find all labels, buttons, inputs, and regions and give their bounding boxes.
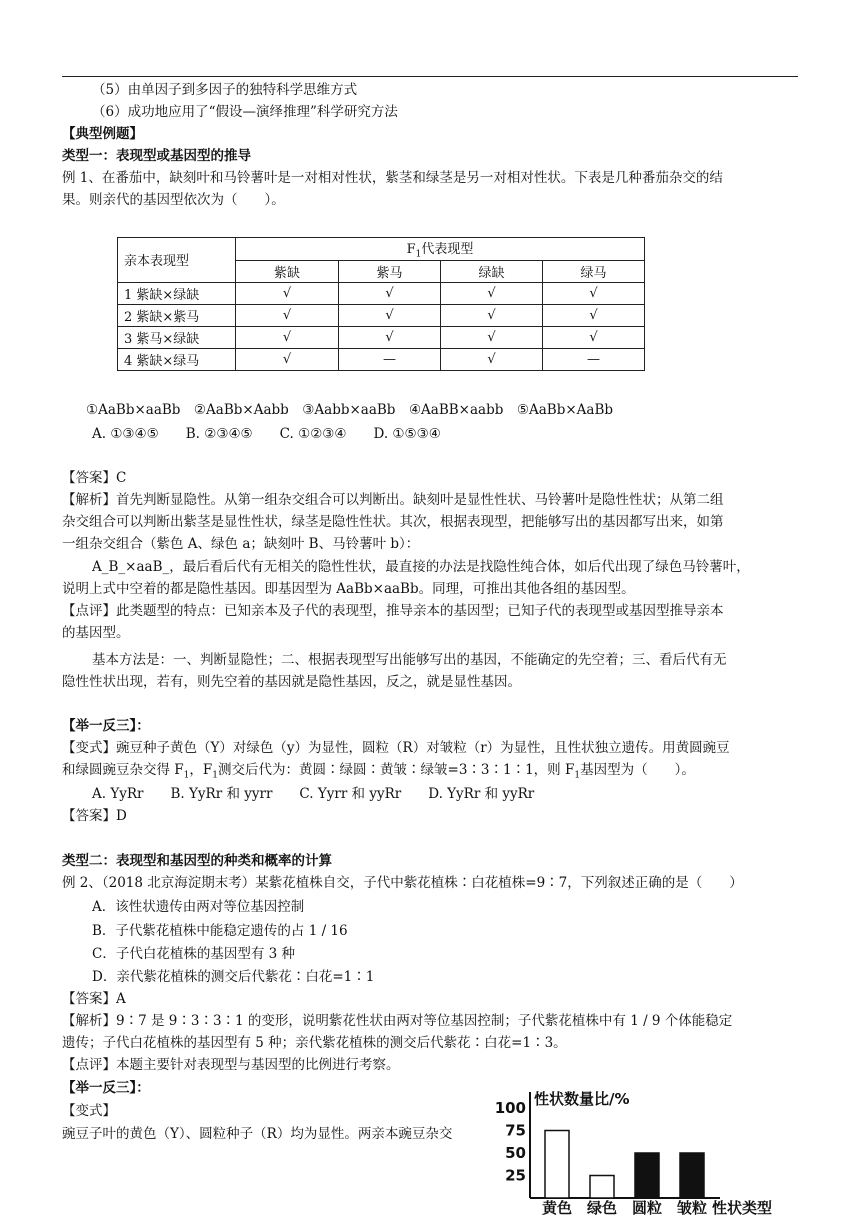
bar [545, 1131, 569, 1199]
table-row [118, 348, 645, 370]
table-cell: √ [236, 326, 339, 348]
y-tick-label: 50 [505, 1144, 526, 1162]
genotype-choices: ①AaBb×aaBb ②AaBb×Aabb ③Aabb×aaBb ④AaBB×aabb ⑤AaBb×AaBb [86, 402, 614, 418]
header-rule [62, 76, 798, 77]
table-cell: √ [543, 326, 645, 348]
method-line: 隐性性状出现，若有，则先空着的基因就是隐性基因，反之，就是显性基因。 [62, 674, 521, 690]
y-axis-label: 性状数量比/% [534, 1090, 630, 1108]
table-cell: √ [543, 304, 645, 326]
analysis-line: 【解析】首先判断显隐性。从第一组杂交组合可以判断出。缺刻叶是显性性状、马铃薯叶是隐性性状；从第二组 [62, 492, 724, 508]
example2-answer: 【答案】A [62, 991, 126, 1007]
table-col-header: 紫马 [339, 260, 441, 282]
y-tick-label: 100 [494, 1099, 526, 1117]
bar [590, 1176, 614, 1199]
variant2-text: 豌豆子叶的黄色（Y）、圆粒种子（R）均为显性。两亲本豌豆杂交 [62, 1126, 453, 1142]
table-row [118, 282, 645, 304]
cross-results-table [117, 237, 645, 371]
analysis-line: 杂交组合可以判断出紫茎是显性性状，绿茎是隐性性状。其次，根据表现型，把能够写出的基因都写出来，如第 [62, 514, 724, 530]
x-tick-label: 绿色 [586, 1199, 618, 1216]
table-cell: √ [236, 348, 339, 370]
method-line: 基本方法是：一、判断显隐性；二、根据表现型写出能够写出的基因，不能确定的先空着；三、看后代有无 [92, 652, 727, 668]
table-cell: √ [543, 282, 645, 304]
row-label: 1 紫缺×绿缺 [118, 282, 236, 304]
table-row [118, 304, 645, 326]
analysis-line: A_B_×aaB_，最后看后代有无相关的隐性性状，最直接的办法是找隐性纯合体，如后代出现了绿色马铃薯叶， [92, 559, 750, 575]
table-col-header: 绿马 [543, 260, 645, 282]
comment-line: 【点评】本题主要针对表现型与基因型的比例进行考察。 [62, 1057, 400, 1073]
bar [680, 1153, 704, 1198]
y-tick-label: 75 [505, 1121, 526, 1140]
example2-option-b: B．子代紫花植株中能稳定遗传的占 1 / 16 [92, 923, 348, 939]
table-cell: √ [441, 282, 543, 304]
table-cell: √ [236, 304, 339, 326]
row-label: 2 紫缺×紫马 [118, 304, 236, 326]
row-label: 4 紫缺×绿马 [118, 348, 236, 370]
x-tick-label: 圆粒 [631, 1199, 663, 1216]
table-cell: √ [339, 326, 441, 348]
table-cell: √ [339, 304, 441, 326]
x-tick-label: 皱粒 [676, 1199, 708, 1216]
row-label: 3 紫马×绿缺 [118, 326, 236, 348]
table-header-f1: $F_1$代表现型 [236, 238, 645, 261]
variant2-tag: 【变式】 [62, 1103, 116, 1119]
table-row [118, 326, 645, 348]
variant1-answer: 【答案】D [62, 808, 127, 824]
variant1-line2: 和绿圆豌豆杂交得 $F_1$，$F_1$测交后代为：黄圆∶绿圆∶黄皱∶绿皱=3∶3∶1∶1，则 $F_1$基因型为（ ）。 [62, 762, 695, 781]
table-cell: √ [441, 326, 543, 348]
table-col-header: 绿缺 [441, 260, 543, 282]
example1-answer: 【答案】C [62, 470, 127, 486]
type1-title: 类型一：表现型或基因型的推导 [62, 148, 251, 164]
x-tick-label: 黄色 [541, 1199, 573, 1216]
type2-title: 类型二：表现型和基因型的种类和概率的计算 [62, 853, 332, 869]
example1-line1: 例 1、在番茄中，缺刻叶和马铃薯叶是一对相对性状，紫茎和绿茎是另一对相对性状。下表是几种番茄杂交的结 [62, 170, 723, 186]
table-cell: √ [339, 282, 441, 304]
practice2-title: 【举一反三】： [62, 1080, 150, 1096]
comment-line: 【点评】此类题型的特点：已知亲本及子代的表现型，推导亲本的基因型；已知子代的表现型或基因型推导亲本 [62, 603, 724, 619]
practice1-title: 【举一反三】： [62, 718, 150, 734]
intro-line-6: （6）成功地应用了“假设—演绎推理”科学研究方法 [92, 104, 398, 120]
comment-line: 的基因型。 [62, 625, 130, 641]
y-tick-label: 25 [505, 1166, 526, 1185]
analysis-line: 【解析】9∶7 是 9∶3∶3∶1 的变形，说明紫花性状由两对等位基因控制；子代紫花植株中有 1 / 9 个体能稳定 [62, 1013, 733, 1029]
table-cell: — [543, 348, 645, 370]
variant1-options: A. YyRr B. YyRr 和 yyrr C. Yyrr 和 yyRr D. YyRr 和 yyRr [92, 786, 535, 802]
table-cell: — [339, 348, 441, 370]
x-axis-label: 性状类型 [712, 1199, 773, 1216]
variant1-line1: 【变式】豌豆种子黄色（Y）对绿色（y）为显性，圆粒（R）对皱粒（r）为显性，且性状独立遗传。用黄圆豌豆 [62, 740, 730, 756]
table-col-header: 紫缺 [236, 260, 339, 282]
example1-line2: 果。则亲代的基因型依次为（ ）。 [62, 192, 285, 208]
example2-option-d: D．亲代紫花植株的测交后代紫花∶白花=1∶1 [92, 969, 375, 985]
intro-line-5: （5）由单因子到多因子的独特科学思维方式 [92, 82, 358, 98]
trait-ratio-bar-chart [490, 1080, 860, 1216]
example2-question: 例 2、（2018 北京海淀期末考）某紫花植株自交，子代中紫花植株∶白花植株=9∶7，下列叙述正确的是（ ） [62, 875, 743, 891]
section-title: 【典型例题】 [62, 126, 143, 142]
analysis-line: 说明上式中空着的都是隐性基因。即基因型为 AaBb×aaBb。同理，可推出其他各组的基因型。 [62, 581, 635, 597]
table-cell: √ [441, 348, 543, 370]
bar [635, 1153, 659, 1198]
table-cell: √ [441, 304, 543, 326]
analysis-line: 一组杂交组合（紫色 A、绿色 a；缺刻叶 B、马铃薯叶 b）： [62, 536, 420, 552]
table-header-parent: 亲本表现型 [118, 238, 236, 283]
example1-options: A. ①③④⑤ B. ②③④⑤ C. ①②③④ D. ①⑤③④ [92, 426, 441, 442]
table-cell: √ [236, 282, 339, 304]
example2-option-c: C．子代白花植株的基因型有 3 种 [92, 946, 296, 962]
analysis-line: 遗传；子代白花植株的基因型有 5 种；亲代紫花植株的测交后代紫花∶白花=1∶3。 [62, 1035, 567, 1051]
example2-option-a: A．该性状遗传由两对等位基因控制 [92, 899, 305, 915]
